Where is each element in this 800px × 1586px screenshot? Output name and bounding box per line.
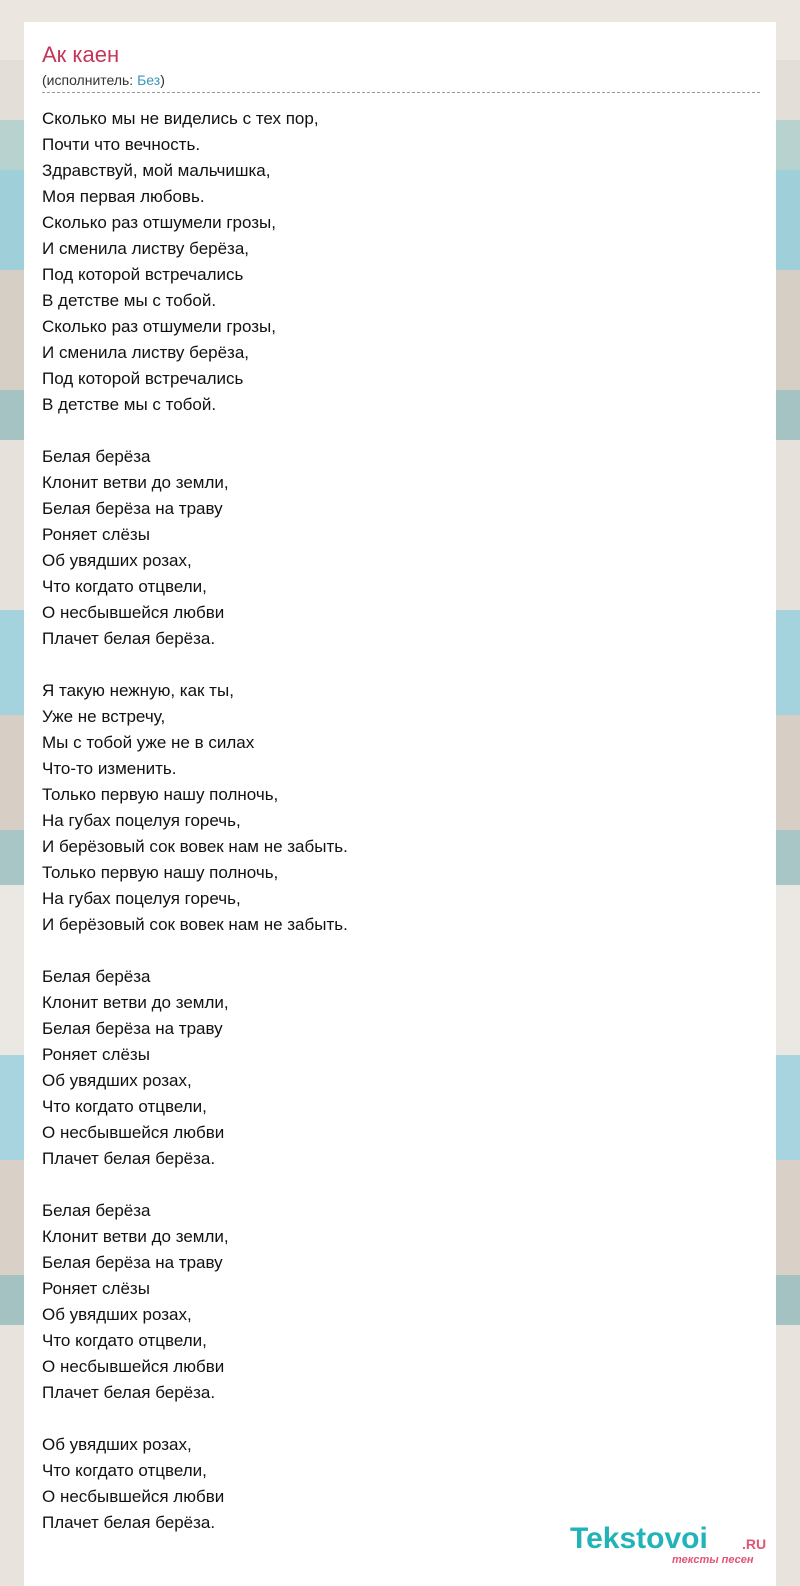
song-title: Ак каен xyxy=(42,42,120,67)
divider xyxy=(42,92,760,93)
site-logo[interactable] xyxy=(570,1522,770,1568)
artist-suffix: ) xyxy=(160,72,165,88)
artist-link[interactable]: Без xyxy=(137,72,161,88)
lyrics-text: Сколько мы не виделись с тех пор, Почти что вечность. Здравствуй, мой мальчишка, Моя первая любовь. Сколько раз отшумели грозы, И сменила листву берёза, Под которой встречались В детстве мы с тобой. Сколько раз отшумели грозы, И сменила листву берёза, Под которой встречались В детстве мы с тобой. Белая берёза Клонит ветви до земли, Белая берёза на траву Роняет слёзы Об увядших розах, Что когдато отцвели, О несбывшейся любви Плачет белая берёза. Я такую нежную, как ты, Уже не встречу, Мы с тобой уже не в силах Что-то изменить. Только первую нашу полночь, На губах поцелуя горечь, И берёзовый сок вовек нам не забыть. Только первую нашу полночь, На губах поцелуя горечь, И берёзовый сок вовек нам не забыть. Белая берёза Клонит ветви до земли, Белая берёза на траву Роняет слёзы Об увядших розах, Что когдато отцвели, О несбывшейся любви Плачет белая берёза. Белая берёза Клонит ветви до земли, Белая берёза на траву Роняет слёзы Об увядших розах, Что когдато отцвели, О несбывшейся любви Плачет белая берёза. Об увядших розах, Что когдато отцвели, О несбывшейся любви Плачет белая берёза. xyxy=(42,109,348,1532)
artist-line xyxy=(42,72,165,88)
lyrics-card xyxy=(24,22,776,1586)
logo-wordmark: Tekstovoi xyxy=(570,1522,708,1555)
logo-subtitle: тексты песен xyxy=(672,1554,754,1566)
logo-domain-suffix: .RU xyxy=(742,1536,767,1552)
artist-prefix: (исполнитель: xyxy=(42,72,138,88)
